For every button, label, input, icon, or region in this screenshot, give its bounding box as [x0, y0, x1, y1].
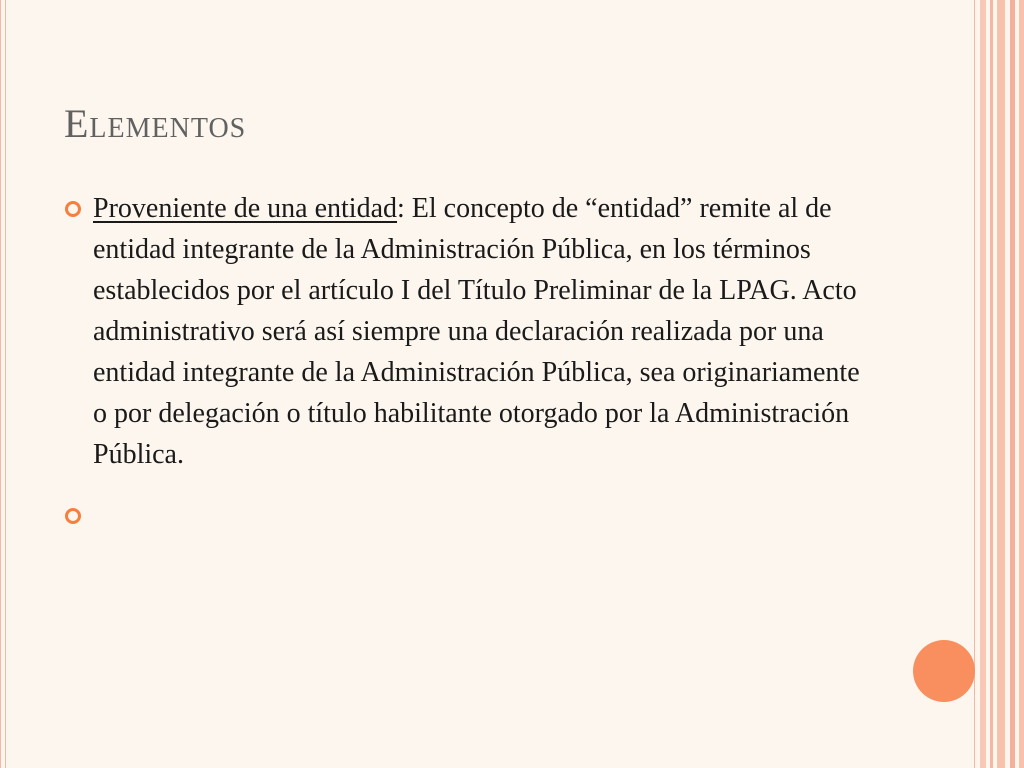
decorative-stripe	[980, 0, 986, 768]
decorative-stripe	[990, 0, 993, 768]
bullet-list	[64, 188, 874, 536]
bullet-term: Proveniente de una entidad	[93, 193, 398, 224]
decorative-stripe	[997, 0, 1005, 768]
decorative-stripe	[974, 0, 975, 768]
left-frame-border	[0, 0, 6, 768]
bullet-separator: :	[397, 193, 405, 224]
decorative-stripe	[1010, 0, 1015, 768]
decorative-circle	[913, 640, 975, 702]
bullet-circle-icon	[65, 508, 81, 524]
decorative-stripe	[1019, 0, 1024, 768]
bullet-item	[64, 188, 874, 475]
bullet-circle-icon	[65, 201, 81, 217]
slide-title: Elementos	[64, 101, 247, 146]
bullet-item-empty	[64, 495, 874, 536]
bullet-text: El concepto de “entidad” remite al de entidad integrante de la Administración Pública, en los términos establecidos por el artículo I del Título Preliminar de la LPAG. Acto administrativo será así siempre una declaración realizada por una entidad integrante de la Administración Pública, sea originariamente o por delegación o título habilitante otorgado por la Administración Pública.	[93, 193, 860, 470]
